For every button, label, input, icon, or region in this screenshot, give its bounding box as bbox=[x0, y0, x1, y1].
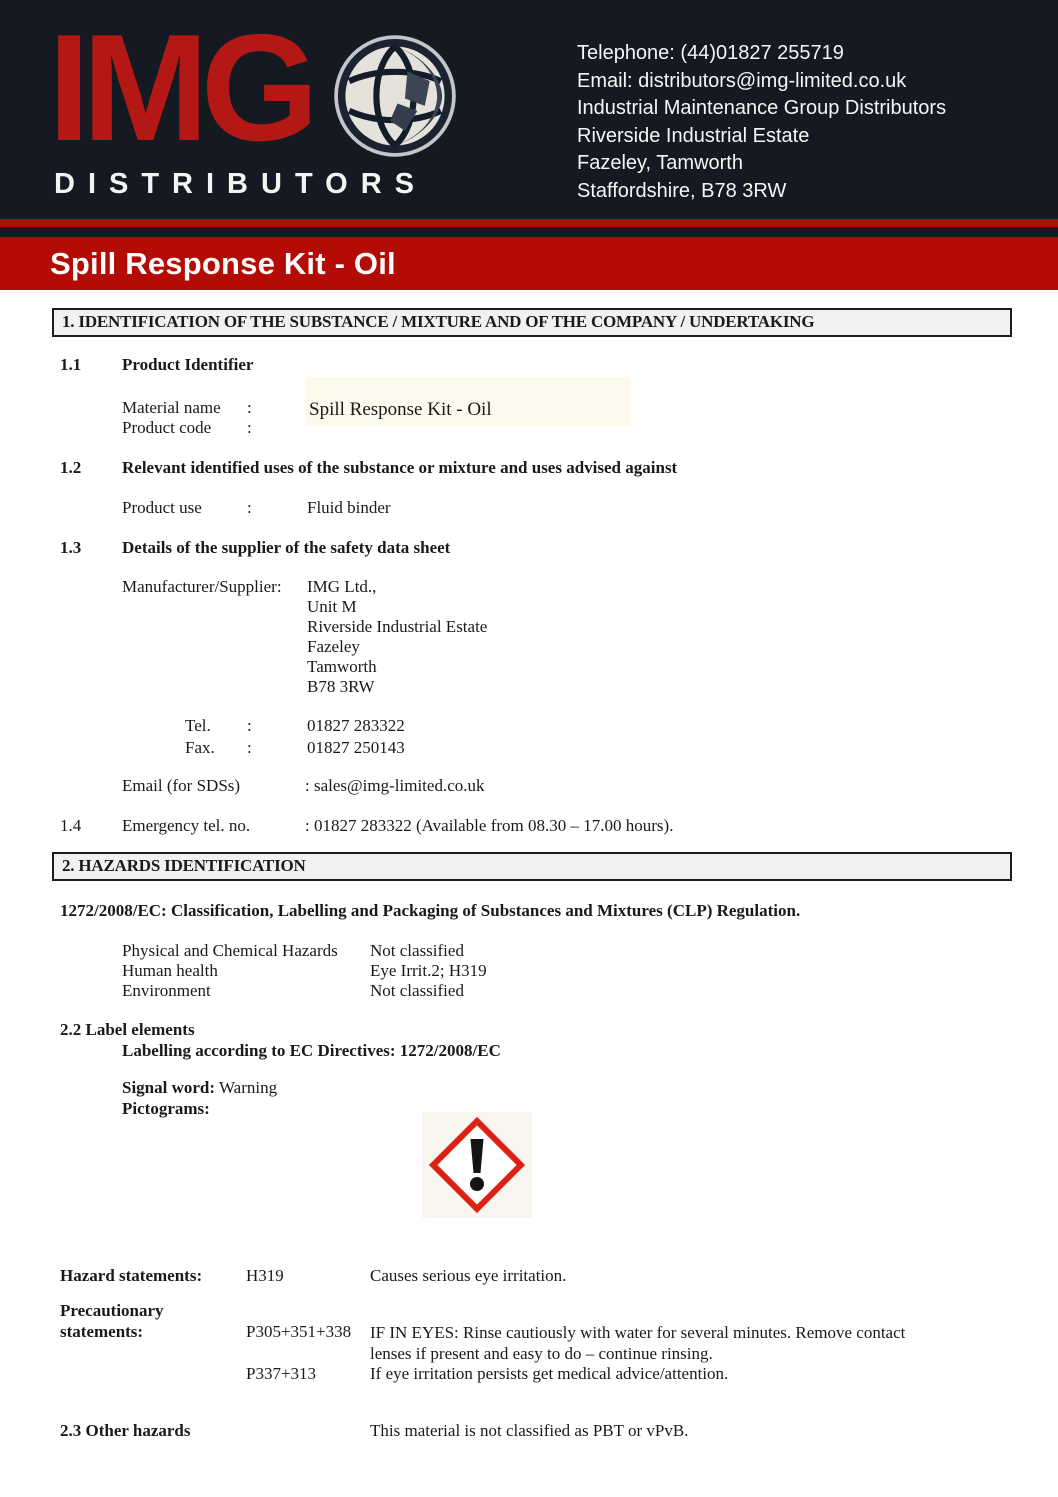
fax-label: Fax. bbox=[185, 738, 215, 757]
precautionary-code: P305+351+338 bbox=[246, 1322, 352, 1341]
precautionary-code: P337+313 bbox=[246, 1364, 317, 1383]
hazard-text: Causes serious eye irritation. bbox=[370, 1266, 567, 1285]
section-1-4-number: 1.4 bbox=[60, 816, 82, 835]
product-code-colon: : bbox=[247, 418, 252, 437]
contact-line-postcode: Staffordshire, B78 3RW bbox=[577, 179, 787, 202]
classification-value: Not classified bbox=[370, 981, 464, 1000]
address-line: Unit M bbox=[307, 597, 357, 616]
emergency-tel-label: Emergency tel. no. bbox=[122, 816, 251, 835]
section-1-header: 1. IDENTIFICATION OF THE SUBSTANCE / MIXTURE AND OF THE COMPANY / UNDERTAKING bbox=[52, 308, 1012, 337]
dark-divider-stripe bbox=[0, 227, 1058, 237]
hazard-statements-label: Hazard statements: bbox=[60, 1266, 203, 1285]
section-2-header: 2. HAZARDS IDENTIFICATION bbox=[52, 852, 1012, 881]
classification-value: Not classified bbox=[370, 941, 464, 960]
classification-label: Environment bbox=[122, 981, 211, 1000]
address-line: B78 3RW bbox=[307, 677, 375, 696]
email-value: : sales@img-limited.co.uk bbox=[305, 776, 485, 795]
tel-label: Tel. bbox=[185, 716, 211, 735]
address-line: Tamworth bbox=[307, 657, 377, 676]
ghs07-exclamation-mark-icon bbox=[422, 1112, 532, 1218]
manufacturer-label: Manufacturer/Supplier: bbox=[122, 577, 282, 596]
precautionary-label-line1: Precautionary bbox=[60, 1301, 164, 1320]
material-name-colon: : bbox=[247, 398, 252, 417]
address-line: Riverside Industrial Estate bbox=[307, 617, 488, 636]
contact-line-estate: Riverside Industrial Estate bbox=[577, 124, 810, 147]
labelling-directives-line: Labelling according to EC Directives: 1272/2008/EC bbox=[122, 1041, 501, 1060]
contact-line-email: Email: distributors@img-limited.co.uk bbox=[577, 69, 907, 92]
section-1-2-heading: Relevant identified uses of the substance or mixture and uses advised against bbox=[122, 458, 678, 477]
product-title-banner bbox=[0, 237, 1058, 290]
section-2-2-heading: 2.2 Label elements bbox=[60, 1020, 195, 1039]
masthead bbox=[0, 0, 1058, 219]
address-line: IMG Ltd., bbox=[307, 577, 377, 596]
company-contact-block bbox=[577, 40, 946, 205]
fax-colon: : bbox=[247, 738, 252, 757]
section-1-3-heading: Details of the supplier of the safety data sheet bbox=[122, 538, 451, 557]
logo-distributors-text: DISTRIBUTORS bbox=[54, 168, 427, 200]
section-1-3-number: 1.3 bbox=[60, 538, 82, 557]
img-logo-text: IMG bbox=[48, 3, 312, 173]
section-2-3-heading: 2.3 Other hazards bbox=[60, 1421, 191, 1440]
section-1-1-heading: Product Identifier bbox=[122, 355, 254, 374]
precautionary-label-line2: statements: bbox=[60, 1322, 144, 1341]
product-code-label: Product code bbox=[122, 418, 212, 437]
fax-value: 01827 250143 bbox=[307, 738, 405, 757]
classification-label: Human health bbox=[122, 961, 218, 980]
section-1-1-number: 1.1 bbox=[60, 355, 82, 374]
red-divider-stripe bbox=[0, 219, 1058, 227]
page-title: Spill Response Kit - Oil bbox=[50, 246, 396, 281]
hazard-code: H319 bbox=[246, 1266, 284, 1285]
signal-word-value: Warning bbox=[215, 1078, 278, 1097]
email-label: Email (for SDSs) bbox=[122, 776, 241, 795]
signal-word-row bbox=[122, 1078, 277, 1098]
signal-word-label: Signal word: bbox=[122, 1078, 216, 1097]
precautionary-text: IF IN EYES: Rinse cautiously with water for several minutes. Remove contact lenses if present and easy to do – continue rinsing. bbox=[370, 1323, 906, 1363]
other-hazards-text: This material is not classified as PBT or vPvB. bbox=[370, 1421, 689, 1440]
contact-line-town: Fazeley, Tamworth bbox=[577, 152, 743, 174]
classification-value: Eye Irrit.2; H319 bbox=[370, 961, 487, 980]
product-use-label: Product use bbox=[122, 498, 202, 517]
warning-pictogram-svg bbox=[427, 1115, 527, 1215]
clp-regulation-heading: 1272/2008/EC: Classification, Labelling and Packaging of Substances and Mixtures (CLP) Regulation. bbox=[60, 901, 801, 920]
pictograms-label: Pictograms: bbox=[122, 1099, 210, 1118]
precautionary-text: If eye irritation persists get medical advice/attention. bbox=[370, 1364, 729, 1383]
classification-label: Physical and Chemical Hazards bbox=[122, 941, 338, 960]
product-use-value: Fluid binder bbox=[307, 498, 391, 517]
contact-line-company: Industrial Maintenance Group Distributors bbox=[577, 97, 947, 119]
address-line: Fazeley bbox=[307, 637, 360, 656]
tel-colon: : bbox=[247, 716, 252, 735]
contact-line-telephone: Telephone: (44)01827 255719 bbox=[577, 42, 844, 64]
material-name-label: Material name bbox=[122, 398, 221, 417]
tel-value: 01827 283322 bbox=[307, 716, 405, 735]
material-name-value: Spill Response Kit - Oil bbox=[309, 399, 492, 420]
product-use-colon: : bbox=[247, 498, 252, 517]
globe-icon bbox=[333, 34, 457, 158]
emergency-tel-value: : 01827 283322 (Available from 08.30 – 17.00 hours). bbox=[305, 816, 674, 835]
section-1-2-number: 1.2 bbox=[60, 458, 82, 477]
